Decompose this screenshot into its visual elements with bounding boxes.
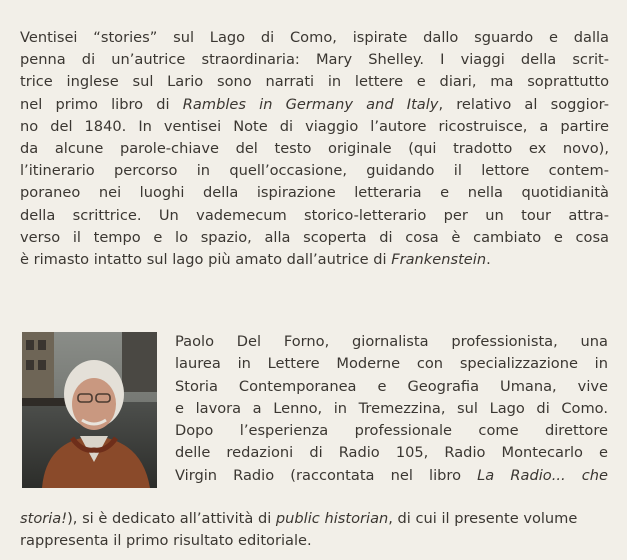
book-description bbox=[20, 27, 609, 271]
text-line: no del 1840. In ventisei Note di viaggio l’autore ricostruisce, a partire bbox=[20, 117, 609, 135]
text-line: Virgin Radio (raccontata nel libro La Radio... che bbox=[175, 466, 608, 484]
author-portrait-image bbox=[22, 332, 157, 488]
text-line: da alcune parole-chiave del testo originale (qui tradotto ex novo), bbox=[20, 140, 609, 158]
text-line: poraneo nei luoghi della ispirazione letteraria e nella quotidianità bbox=[20, 184, 609, 202]
la-radio-italic: La Radio... che bbox=[477, 466, 608, 484]
frankenstein-italic: Frankenstein bbox=[391, 251, 487, 269]
public-historian-italic: public historian bbox=[275, 510, 389, 527]
text-line: Storia Contemporanea e Geografia Umana, vive bbox=[175, 377, 608, 395]
text-line: nel primo libro di Rambles in Germany and Italy, relativo al soggior- bbox=[20, 95, 609, 113]
text-line: Paolo Del Forno, giornalista professionista, una bbox=[175, 333, 608, 350]
book-title-italic: Rambles in Germany and Italy bbox=[182, 95, 439, 113]
text-line: l’itinerario percorso in quell’occasione, guidando il lettore contem- bbox=[20, 162, 609, 180]
text-line: Ventisei “stories” sul Lago di Como, ispirate dallo sguardo e dalla bbox=[20, 29, 609, 46]
text-line: storia!), si è dedicato all’attività di public historian, di cui il presente bbox=[20, 510, 519, 527]
text-line: volume rappresenta il primo risultato editoriale. bbox=[20, 510, 578, 550]
text-line: della scrittrice. Un vademecum storico-letterario per un tour attra- bbox=[20, 206, 609, 224]
text-line: è rimasto intatto sul lago più amato dall’autrice di Frankenstein. bbox=[20, 251, 491, 269]
text-line: penna di un’autrice straordinaria: Mary Shelley. I viaggi della scrit- bbox=[20, 51, 609, 69]
storia-italic: storia! bbox=[20, 510, 68, 527]
author-bio-continued bbox=[20, 508, 609, 553]
text-line: delle redazioni di Radio 105, Radio Montecarlo e bbox=[175, 444, 608, 462]
text-line: trice inglese sul Lario sono narrati in lettere e diari, ma soprattutto bbox=[20, 73, 609, 91]
text-line: verso il tempo e lo spazio, alla scoperta di cosa è cambiato e cosa bbox=[20, 228, 609, 246]
text-line: e lavora a Lenno, in Tremezzina, sul Lago di Como. bbox=[175, 399, 608, 417]
text-line: laurea in Lettere Moderne con specializzazione in bbox=[175, 355, 608, 373]
author-photo bbox=[22, 332, 157, 488]
text-line: Dopo l’esperienza professionale come direttore bbox=[175, 422, 608, 440]
author-bio bbox=[175, 331, 608, 487]
